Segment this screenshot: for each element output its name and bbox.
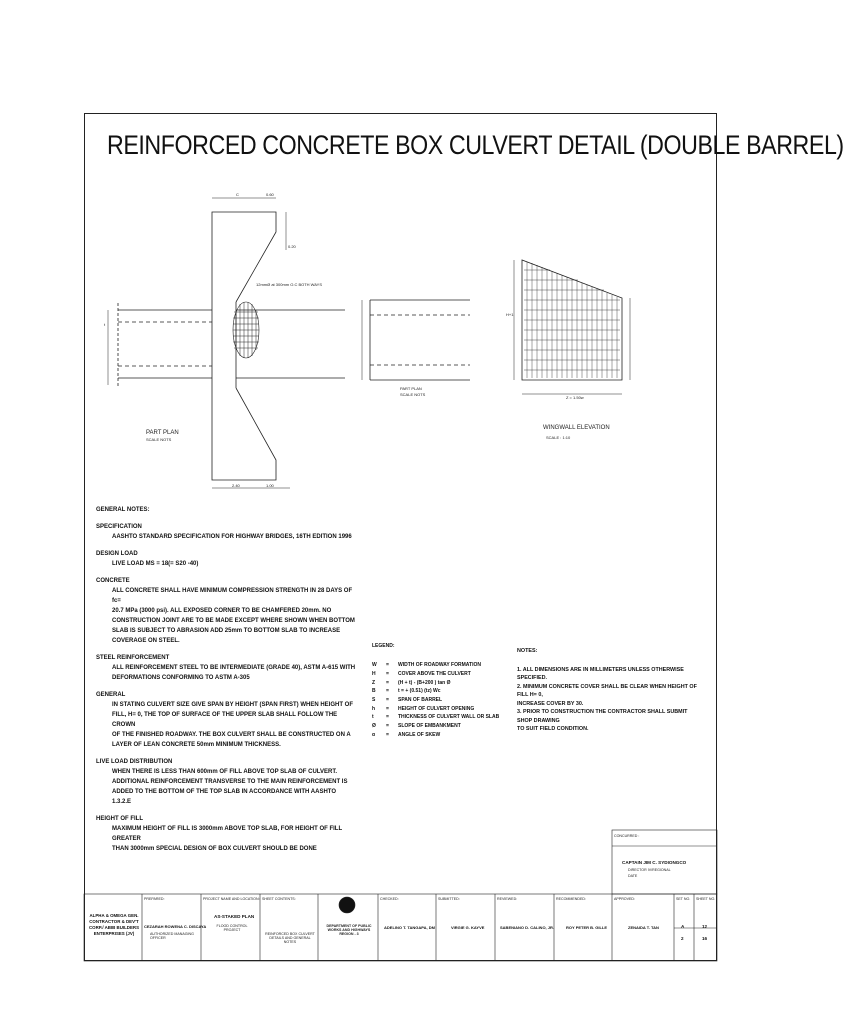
agency-name: DEPARTMENT OF PUBLIC WORKS AND HIGHWAYS [326, 924, 372, 932]
note-load-body: LIVE LOAD MS = 18(= S20 -40) [112, 561, 199, 567]
submitted-name: VIRGIE G. KAYVE [451, 925, 485, 930]
wingwall-label: WINGWALL ELEVATION [543, 425, 610, 431]
notes-item: 2. MINIMUM CONCRETE COVER SHALL BE CLEAR WHEN HEIGHT OF FILL H= 0, [517, 683, 697, 698]
recommended-name: ROY PETER B. GILLE [566, 925, 608, 930]
note-concrete-line: 20.7 MPa (3000 psi). ALL EXPOSED CORNER TO BE CHAMFERED 20mm. NO [112, 608, 332, 614]
note-fill-line: THAN 3000mm SPECIAL DESIGN OF BOX CULVERT SHOULD BE DONE [112, 846, 317, 852]
note-steel-line: DEFORMATIONS CONFORMING TO ASTM A-305 [112, 675, 250, 681]
legend-desc: SLOPE OF EMBANKMENT [398, 723, 461, 730]
reviewed-label: REVIEWED: [497, 897, 518, 901]
prepared-label: PREPARED: [144, 897, 165, 901]
legend-desc: t = + (0.51) (tz) Wc [398, 688, 441, 695]
legend-row [372, 722, 512, 731]
project-name: AS-STAKED PLAN [214, 914, 255, 919]
note-spec-head: SPECIFICATION [96, 524, 142, 530]
legend-desc: COVER ABOVE THE CULVERT [398, 671, 471, 678]
note-fill-line: MAXIMUM HEIGHT OF FILL IS 3000mm ABOVE TOP SLAB, FOR HEIGHT OF FILL GREATER [112, 826, 343, 842]
general-notes-heading: GENERAL NOTES: [96, 507, 150, 513]
legend-desc: THICKNESS OF CULVERT WALL OR SLAB [398, 714, 500, 721]
legend-eq: = [386, 723, 389, 730]
concurred-name: CAPTAIN JIM C. SYDIONGCO [622, 860, 687, 865]
legend-eq: = [386, 731, 389, 738]
left-plan-label: PART PLAN [146, 430, 179, 436]
dpwh-seal-icon [339, 897, 355, 913]
left-wingwall-top [212, 212, 276, 310]
project-desc: FLOOD CONTROL PROJECT [216, 924, 248, 932]
legend-eq: = [386, 671, 389, 678]
dim-h: H+1 [506, 312, 514, 317]
notes-item: 1. ALL DIMENSIONS ARE IN MILLIMETERS UNLESS OTHERWISE SPECIFIED. [517, 666, 684, 681]
notes-item: INCREASE COVER BY 30. [517, 700, 584, 707]
legend-sym: B [372, 688, 376, 695]
concurred-date: DATE [628, 874, 638, 878]
prepared-name: CEZARAH ROWENA C. DISCAYA [144, 924, 207, 929]
checked-label: CHECKED: [380, 897, 399, 901]
legend-sym: Z [372, 679, 376, 686]
project-label: PROJECT NAME AND LOCATION: [203, 897, 260, 901]
legend-sym: t [372, 714, 374, 721]
legend-row [372, 696, 512, 705]
sheet-no-b: 16 [702, 936, 708, 941]
note-spec-body: AASHTO STANDARD SPECIFICATION FOR HIGHWAY BRIDGES, 16TH EDITION 1996 [112, 534, 352, 540]
legend-row [372, 731, 512, 740]
legend-desc: (H + t) - (B+200 ) tan Ø [398, 679, 451, 686]
legend-eq: = [386, 662, 389, 669]
legend-eq: = [386, 697, 389, 704]
submitted-label: SUBMITTED: [438, 897, 460, 901]
legend-row [372, 661, 512, 670]
legend [372, 643, 512, 739]
note-general-line: FILL, H= 0, THE TOP OF SURFACE OF THE UPPER SLAB SHALL FOLLOW THE CROWN [112, 712, 338, 728]
legend-desc: ANGLE OF SKEW [398, 731, 441, 738]
mid-plan-label: PART PLAN [400, 386, 422, 391]
legend-sym: H [372, 671, 376, 678]
note-steel-line: ALL REINFORCEMENT STEEL TO BE INTERMEDIATE (GRADE 40), ASTM A-615 WITH [112, 665, 356, 671]
legend-row [372, 713, 512, 722]
approved-name: ZENAIDA T. TAN [628, 925, 659, 930]
legend-heading: LEGEND: [372, 643, 395, 649]
note-concrete-line: SLAB IS SUBJECT TO ABRASION ADD 25mm TO BOTTOM SLAB TO INCREASE [112, 628, 341, 634]
note-steel-head: STEEL REINFORCEMENT [96, 655, 170, 661]
dim-t: t [104, 322, 106, 327]
note-liveload-head: LIVE LOAD DISTRIBUTION [96, 759, 173, 765]
notes-item: 3. PRIOR TO CONSTRUCTION THE CONTRACTOR SHALL SUBMIT SHOP DRAWING [517, 709, 688, 724]
sheet-no-a: 2 [681, 936, 684, 941]
legend-sym: S [372, 697, 376, 704]
note-concrete-line: ALL CONCRETE SHALL HAVE MINIMUM COMPRESSION STRENGTH IN 28 DAYS OF fc= [112, 588, 353, 604]
recommended-label: RECOMMENDED: [556, 897, 586, 901]
note-general-head: GENERAL [96, 692, 126, 698]
note-fill-head: HEIGHT OF FILL [96, 816, 143, 822]
dim-020: 0.20 [288, 244, 296, 249]
sheet-contents-label: SHEET CONTENTS: [262, 897, 296, 901]
legend-row [372, 670, 512, 679]
notes [517, 647, 702, 734]
notes-heading: NOTES: [517, 648, 538, 654]
concurred-role: DIRECTOR IV/REGIONAL [628, 868, 671, 872]
note-concrete-head: CONCRETE [96, 578, 130, 584]
contractor-name: ALPHA & OMEGA GEN. CONTRACTOR & DEV'T CORP./ ABIB BUILDERS ENTERPRISES (JV) [88, 913, 139, 936]
sheet-contents: REINFORCED BOX CULVERT DETAILS AND GENERAL NOTES [265, 932, 315, 944]
dim-060: 0.60 [266, 192, 274, 197]
general-notes [96, 505, 356, 854]
legend-eq: = [386, 679, 389, 686]
legend-eq: = [386, 688, 389, 695]
note-liveload-line: WHEN THERE IS LESS THAN 600mm OF FILL ABOVE TOP SLAB OF CULVERT. [112, 769, 338, 775]
note-general-line: IN STATING CULVERT SIZE GIVE SPAN BY HEIGHT (SPAN FIRST) WHEN HEIGHT OF [112, 702, 354, 708]
set-no-b: 12 [702, 924, 708, 929]
legend-eq: = [386, 714, 389, 721]
note-concrete-line: COVERAGE ON STEEL. [112, 638, 180, 644]
legend-sym: W [372, 662, 377, 669]
wingwall-scale: SCALE : 1:10 [546, 435, 571, 440]
legend-desc: WIDTH OF ROADWAY FORMATION [398, 662, 481, 669]
note-general-line: LAYER OF LEAN CONCRETE 50mm MINIMUM THICKNESS. [112, 742, 281, 748]
dim-c: C [236, 192, 239, 197]
left-plan-scale: SCALE NOTS [146, 437, 172, 442]
legend-row [372, 687, 512, 696]
dim-z: Z = 1.50w [566, 395, 584, 400]
legend-row [372, 678, 512, 687]
set-no-a: A [681, 924, 685, 929]
reviewed-name: SABENIANO D. CALINO, JR. [500, 925, 555, 930]
approved-label: APPROVED: [614, 897, 635, 901]
checked-name: ADELINO T. TANGAPA, DM [384, 925, 435, 930]
legend-desc: HEIGHT OF CULVERT OPENING [398, 705, 475, 712]
dim-100: 1.00 [266, 483, 274, 488]
legend-sym: h [372, 705, 376, 712]
note-load-head: DESIGN LOAD [96, 551, 138, 557]
legend-eq: = [386, 705, 389, 712]
note-liveload-line: ADDED TO THE BOTTOM OF THE TOP SLAB IN ACCORDANCE WITH AASHTO 1.3.2.E [112, 789, 337, 805]
legend-sym: Ø [372, 723, 376, 730]
left-wingwall-bottom [212, 378, 276, 480]
set-no-label: SET NO. [676, 897, 691, 901]
legend-desc: SPAN OF BARREL [398, 697, 443, 704]
prepared-role: AUTHORIZED MANAGING OFFICER [150, 932, 194, 940]
concurred-label: CONCURRED : [614, 834, 640, 838]
dim-240: 2.40 [232, 483, 240, 488]
sheet-title: REINFORCED CONCRETE BOX CULVERT DETAIL (DOUBLE BARREL) [107, 130, 844, 160]
sheet-no-label: SHEET NO. [696, 897, 716, 901]
legend-sym: α [372, 731, 376, 738]
note-liveload-line: ADDITIONAL REINFORCEMENT TRANSVERSE TO THE MAIN REINFORCEMENT IS [112, 779, 348, 785]
wingwall-rebar-grid [524, 262, 620, 378]
note-concrete-line: CONSTRUCTION JOINT ARE TO BE MADE EXCEPT WHERE SHOWN WHEN BOTTOM [112, 618, 355, 624]
note-general-line: OF THE FINISHED ROADWAY. THE BOX CULVERT SHALL BE CONSTRUCTED ON A [112, 732, 351, 738]
mid-plan-scale: SCALE NOTS [400, 392, 426, 397]
agency-region: REGION - 3 [339, 932, 359, 936]
rebar-note: 12mmØ at 300mm O.C BOTH WAYS [256, 282, 323, 287]
notes-item: TO SUIT FIELD CONDITION. [517, 726, 589, 732]
legend-row [372, 704, 512, 713]
